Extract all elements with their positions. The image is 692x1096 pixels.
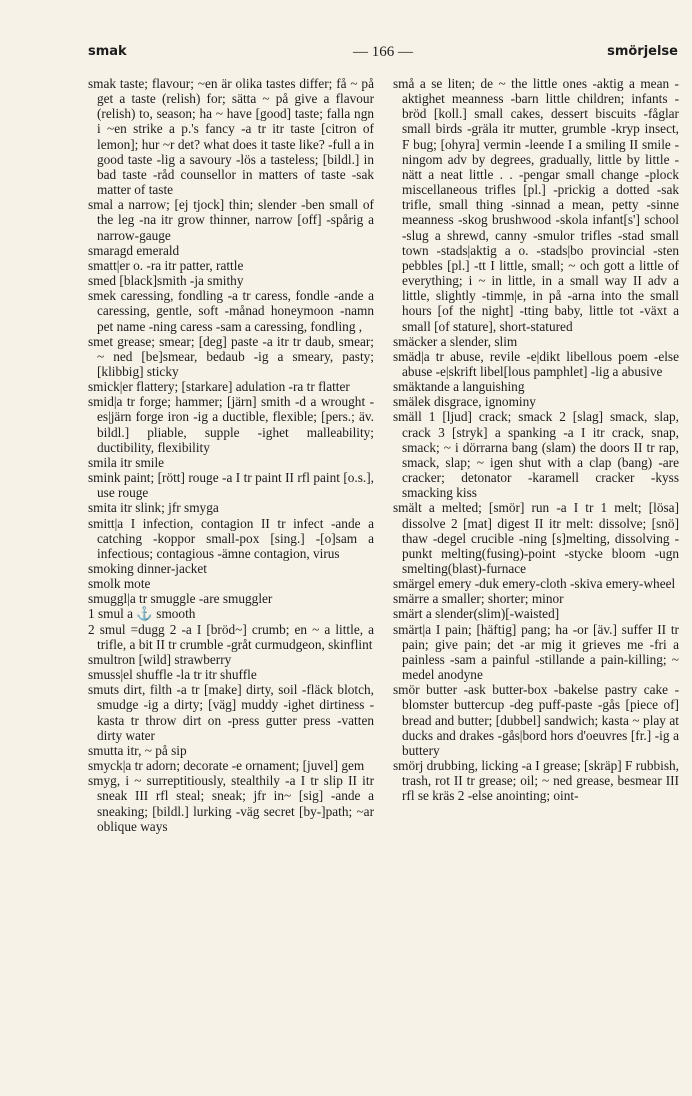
entry-smitta: smitt|a I infection, contagion II tr infect -ande a catching -koppor small-pox [sing.] -[o]sam a infectious; contagious -ämne contagion, virus — [88, 515, 374, 561]
entry-smarre: smärre a smaller; shorter; minor — [393, 591, 564, 607]
entry-smul-1: 1 smul a ⚓ smooth — [88, 606, 196, 622]
entry-smolk: smolk mote — [88, 576, 151, 592]
entry-smul-2: 2 smul =dugg 2 -a I [bröd~] crumb; en ~ a little, a trifle, a bit II tr crumble -gråt curmudgeon, skinflint — [88, 621, 374, 652]
entry-smor: smör butter -ask butter-box -bakelse pastry cake -blomster buttercup -deg puff-paste -gås [piece of] bread and butter; [dubbel] sandwich; kasta ~ play at ducks and drakes -gås|bord hors d'oeuvres [fr.] -ig a buttery — [393, 682, 679, 758]
entry-smyg: smyg, i ~ surreptitiously, stealthily -a I tr slip II itr sneak III rfl steal; sneak; jfr in~ [sig] -ande a sneaking; [bildl.] lurking -väg secret [by-]path; ~ar oblique ways — [88, 773, 374, 834]
entry-smutta: smutta itr, ~ på sip — [88, 742, 187, 758]
entry-smuggla: smuggl|a tr smuggle -are smuggler — [88, 591, 273, 607]
entry-smoking: smoking dinner-jacket — [88, 561, 208, 576]
entry-smorj: smörj drubbing, licking -a I grease; [skräp] F rubbish, trash, rot II tr grease; oil; ~ ned grease, besmear III rfl se kräs 2 -else anointing; oint- — [393, 758, 679, 804]
entry-smal: smal a narrow; [ej tjock] thin; slender -ben small of the leg -na itr grow thinner, narrow [off] -spårig a narrow-gauge — [88, 197, 374, 243]
entry-smargel: smärgel emery -duk emery-cloth -skiva emery-wheel — [393, 576, 676, 592]
entry-smed: smed [black]smith -ja smithy — [88, 273, 244, 289]
entry-smet: smet grease; smear; [deg] paste -a itr tr daub, smear; ~ ned [be]smear, bedaub -ig a smeary, pasty; [klibbig] sticky — [88, 333, 374, 379]
entry-small: smäll 1 [ljud] crack; smack 2 [slag] smack, slap, crack 3 [stryk] a spanking -a I itr crack, snap, smack; ~ i dörrarna bang (slam) the doors II tr rap, smack, slap; ~ igen shut with a clap (bang) -are cracker; detonator -karamell cracker -kyss smacking kiss — [393, 409, 679, 501]
entry-smalek: smälek disgrace, ignominy — [393, 394, 536, 410]
entry-smussel: smuss|el shuffle -la tr itr shuffle — [88, 667, 257, 683]
entry-smultron: smultron [wild] strawberry — [88, 651, 232, 667]
entry-smila: smila itr smile — [88, 454, 165, 470]
entry-smarta: smärt|a I pain; [häftig] pang; ha -or [äv.] suffer II tr pain; give pain; det -ar mig it grieves me -fri a painless -sam a painful -stillande a pain-killing; ~ medel anodyne — [393, 621, 679, 683]
entry-smaktande: smäktande a languishing — [393, 379, 525, 395]
page-number: — 166 — — [353, 44, 413, 60]
left-column — [88, 76, 374, 834]
entry-smuts: smuts dirt, filth -a tr [make] dirty, soil -fläck blotch, smudge -ig a dirty; [väg] muddy -ighet dirtiness -kasta tr throw dirt on -press gutter press -vatten dirty water — [88, 682, 374, 743]
entry-smita: smita itr slink; jfr smyga — [88, 500, 219, 516]
entry-smida: smid|a tr forge; hammer; [järn] smith -d a wrought -es|järn forge iron -ig a ductible, flexible; [pers.; äv. bildl.] pliable, supple -ighet malleability; ductibility, flexibility — [88, 394, 374, 455]
right-column — [393, 76, 679, 804]
entry-smycka: smyck|a tr adorn; decorate -e ornament; [juvel] gem — [88, 758, 365, 774]
left-guide-word: smak — [88, 44, 127, 59]
entry-smaragd: smaragd emerald — [88, 242, 180, 258]
entry-smek: smek caressing, fondling -a tr caress, fondle -ande a caressing, gentle, soft -månad honeymoon -namn pet name -ning caress -sam a caressing, fondling , — [88, 288, 374, 334]
entry-smatter: smatt|er o. -ra itr patter, rattle — [88, 257, 244, 273]
entry-smalt: smält a melted; [smör] run -a I tr 1 melt; [lösa] dissolve 2 [mat] digest II itr melt: dissolve; [snö] thaw -degel crucible -ning [s]melting, dissolving -punkt melting(fusing)-point -stycke bloom -ugn smelting(blast)-furnace — [393, 500, 679, 576]
entry-smink: smink paint; [rött] rouge -a I tr paint II rfl paint [o.s.], use rouge — [88, 470, 374, 501]
right-guide-word: smörjelse — [607, 44, 678, 59]
entry-smicker: smick|er flattery; [starkare] adulation -ra tr flatter — [88, 379, 350, 395]
entry-smada: smäd|a tr abuse, revile -e|dikt libellous poem -else abuse -e|skrift libel[lous pamphlet] -lig a abusive — [393, 348, 679, 379]
entry-sma: små a se liten; de ~ the little ones -aktig a mean -aktighet meanness -barn little children; infants -bröd [koll.] small cakes, dessert biscuits -fåglar small birds -gräla itr mutter, grumble -kryp insect, F bug; [ohyra] vermin -leende I a smiling II smile -ningom adv by degrees, gradually, little by little -nätt a neat little . . -pengar small change -plock miscellaneous trifles [pl.] -prickig a dotted -sak trifle, small thing -sinnad a mean, petty -sinne meanness -skog brushwood -skola infant[s'] school -slug a shrewd, canny -smulor trifles -stad small town -stads|aktig a o. -stads|bo provincial -sten pebbles [pl.] -tt I little, small; ~ och gott a little of everything; i ~ in little, in a small way II adv a little, slightly -timm|e, in på -arna into the small hours [of the night] -tting baby, little tot -växt a small [of stature], short-statured — [393, 76, 679, 334]
entry-smacker: smäcker a slender, slim — [393, 333, 518, 349]
entry-smak: smak taste; flavour; ~en är olika tastes differ; få ~ på get a taste (relish) for; sätta ~ på give a flavour (relish) to, season; ha ~ have [good] taste; falla ngn i ~en strike a p.'s fancy -a tr itr taste [citron of lemon]; hur ~r det? what does it taste like? -full a in good taste -lig a savoury -lös a tasteless; [bildl.] in bad taste -råd counsellor in matters of taste -sak matter of taste — [88, 76, 374, 198]
entry-smart: smärt a slender(slim)[-waisted] — [393, 606, 560, 622]
page-header — [88, 44, 678, 64]
